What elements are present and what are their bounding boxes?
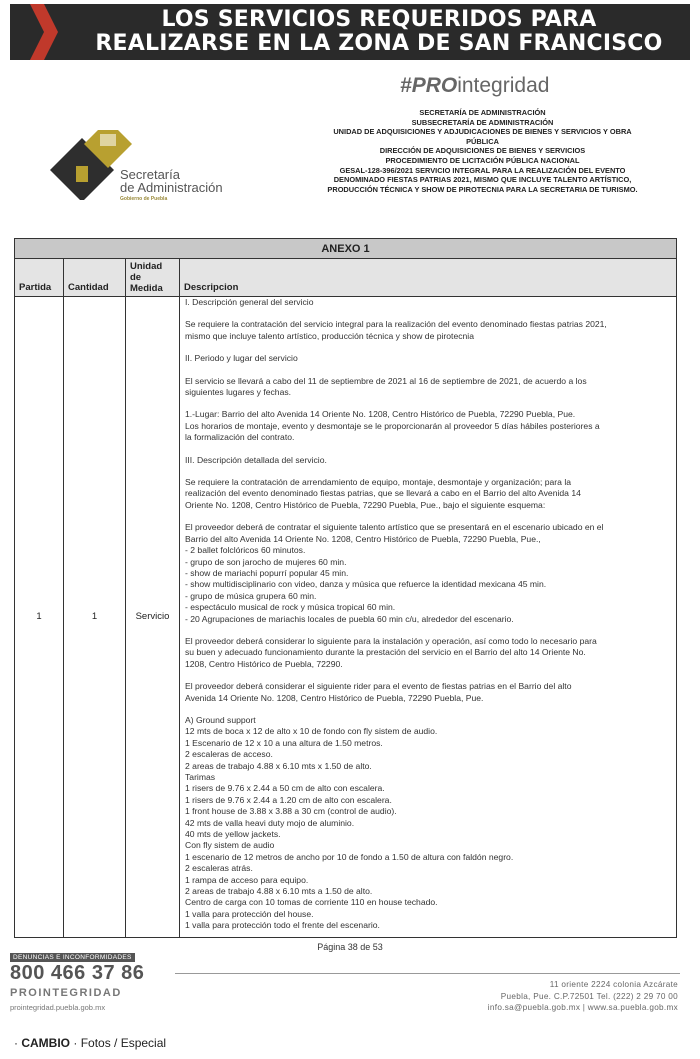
address-line-3: info.sa@puebla.gob.mx | www.sa.puebla.gob.mx [487,1003,678,1012]
description-line: Se requiere la contratación del servicio integral para la realización del evento denominado fiestas patrias 2021, [185,319,607,330]
cell-cantidad: 1 [91,611,98,622]
org-line: SECRETARÍA DE ADMINISTRACIÓN [419,108,546,117]
description-line: - grupo de son jarocho de mujeres 60 min. [185,556,347,567]
footer-divider [175,973,680,974]
prointegridad-hashtag [400,74,549,98]
description-line: Los horarios de montaje, evento y desmontaje se le proporcionarán al proveedor 5 días hábiles posteriores a [185,420,600,431]
photo-credit [14,1036,166,1050]
description-line: A) Ground support [185,714,256,725]
chevron-icon [26,4,60,60]
description-line: 42 mts de valla heavi duty mojo de aluminio. [185,817,355,828]
description-line: El proveedor deberá de contratar el siguiente talento artístico que se presentará en el escenario ubicado en el [185,522,604,533]
credit-dot: · [14,1036,18,1050]
description-line: Con fly sistem de audio [185,840,275,851]
prointegridad-label: PROINTEGRIDAD [10,987,122,999]
description-gap [185,365,673,376]
description-gap [185,308,673,319]
description-line: Barrio del alto Avenida 14 Oriente No. 1208, Centro Histórico de Puebla, 72290 Puebla, Pue., [185,533,541,544]
description-line: 1.-Lugar: Barrio del alto Avenida 14 Oriente No. 1208, Centro Histórico de Puebla, 72290 Puebla, Pue. [185,409,576,420]
description-gap [185,704,673,715]
description-gap [185,342,673,353]
page-number: Página 38 de 53 [317,942,383,952]
description-line: realización del evento denominado fiestas patrias, que se llevará a cabo en el Barrio del alto Avenida 14 [185,488,581,499]
headline-line-2: REALIZARSE EN LA ZONA DE SAN FRANCISCO [95,31,663,56]
column-header-partida: Partida [15,259,64,297]
description-line: Se requiere la contratación de arrendamiento de equipo, montaje, desmontaje y organización; para la [185,477,572,488]
description-line: Oriente No. 1208, Centro Histórico de Puebla, 72290 Puebla, Pue., bajo el siguiente esquema: [185,499,546,510]
description-line: mismo que incluye talento artístico, producción técnica y show de pirotecnia [185,330,474,341]
description-line: El proveedor deberá considerar lo siguiente para la instalación y operación, así como todo lo necesario para [185,635,597,646]
service-description [185,297,673,932]
org-line: GESAL-128-396/2021 SERVICIO INTEGRAL PARA LA REALIZACIÓN DEL EVENTO [339,165,626,175]
description-line: 1208, Centro Histórico de Puebla, 72290. [185,658,343,669]
description-line: Tarimas [185,772,216,782]
description-line: - show multidisciplinario con video, danza y música que refuerce la identidad mexicana 45 min. [185,579,547,590]
address-line-2: Puebla, Pue. C.P.72501 Tel. (222) 2 29 70 00 [500,992,678,1001]
description-line: 1 risers de 9.76 x 2.44 a 1.20 cm de alto con escalera. [185,794,392,805]
credit-outlet: CAMBIO [21,1036,71,1050]
headline-banner [10,4,690,60]
description-line: Avenida 14 Oriente No. 1208, Centro Histórico de Puebla, 72290 Puebla, Pue. [185,692,484,703]
annex-table [14,238,677,938]
description-line: su buen y adecuado funcionamiento durante la prestación del servicio en el Barrio del alto 14 Oriente No. [185,647,586,658]
org-line: SUBSECRETARÍA DE ADMINISTRACIÓN [411,117,554,127]
column-header-unidad [126,259,180,297]
credit-rest: · Fotos / Especial [73,1036,167,1050]
unidad-line-3: Medida [130,283,163,294]
org-line: DENOMINADO FIESTAS PATRIAS 2021, MISMO QUE INCLUYE TALENTO ARTÍSTICO, [333,175,632,185]
description-line: 40 mts de yellow jackets. [185,829,281,840]
description-line: 1 valla para protección todo el frente del escenario. [185,920,380,931]
description-line: la formalización del contrato. [185,432,295,443]
hashtag-pro: PRO [411,74,458,97]
description-line: El servicio se llevará a cabo del 11 de septiembre de 2021 al 16 de septiembre de 2021, de acuerdo a los [185,375,587,386]
description-gap [185,466,673,477]
description-line: - grupo de música grupera 60 min. [185,590,317,601]
description-line: - 20 Agrupaciones de mariachis locales de puebla 60 min c/u, alrededor del escenario. [185,613,514,624]
description-line: - show de mariachi popurrí popular 45 min. [185,567,349,578]
description-gap [185,670,673,681]
description-line: III. Descripción detallada del servicio. [185,454,327,465]
column-header-descripcion: Descripcion [180,259,676,297]
description-line: 1 valla para protección del house. [185,908,314,919]
logo-text-line-3: Gobierno de Puebla [120,196,168,202]
description-line: El proveedor deberá considerar el siguiente rider para el evento de fiestas patrias en el Barrio del alto [185,681,572,692]
hashtag-mark: # [400,74,412,97]
unidad-line-2: de [130,272,142,283]
org-line: PÚBLICA [466,136,499,146]
description-line: 2 areas de trabajo 4.88 x 6.10 mts a 1.50 de alto. [185,886,373,897]
unidad-line-1: Unidad [130,261,163,272]
column-header-cantidad: Cantidad [64,259,126,297]
description-gap [185,444,673,455]
headline-title [70,8,688,56]
description-line: - espectáculo musical de rock y música tropical 60 min. [185,602,396,613]
description-gap [185,398,673,409]
description-line: siguientes lugares y fechas. [185,387,292,398]
description-line: 2 areas de trabajo 4.88 x 6.10 mts x 1.50 de alto. [185,760,372,771]
logo-text-line-2: de Administración [120,180,223,195]
prointegridad-website: prointegridad.puebla.gob.mx [10,1003,106,1012]
address-line-1: 11 oriente 2224 colonia Azcárate [549,980,678,989]
description-gap [185,625,673,636]
headline-line-1: LOS SERVICIOS REQUERIDOS PARA [161,7,597,32]
description-line: 1 rampa de acceso para equipo. [185,874,309,885]
description-line: 2 escaleras atrás. [185,863,253,874]
description-line: 2 escaleras de acceso. [185,749,273,760]
logo-text-line-1: Secretaría [120,167,180,182]
issuing-organization-block [290,108,675,194]
description-line: 1 risers de 9.76 x 2.44 a 50 cm de alto con escalera. [185,783,385,794]
description-line: II. Periodo y lugar del servicio [185,353,298,364]
column-divider [179,297,180,937]
org-line: DIRECCIÓN DE ADQUISICIONES DE BIENES Y SERVICIOS [379,146,586,156]
cell-unidad: Servicio [135,611,170,622]
description-line: 1 escenario de 12 metros de ancho por 10 de fondo a 1.50 de altura con faldón negro. [185,851,514,862]
description-line: 1 Escenario de 12 x 10 a una altura de 1.50 metros. [185,737,383,748]
description-line: 12 mts de boca x 12 de alto x 10 de fondo con fly sistem de audio. [185,726,438,737]
description-line: - 2 ballet folclóricos 60 minutos. [185,545,306,556]
org-line: PROCEDIMIENTO DE LICITACIÓN PÚBLICA NACIONAL [385,155,580,165]
complaints-phone: 800 466 37 86 [10,962,145,984]
denuncias-label: DENUNCIAS E INCONFORMIDADES [10,953,135,962]
description-line: Centro de carga con 10 tomas de corriente 110 en house techado. [185,897,438,908]
description-gap [185,511,673,522]
org-line: PRODUCCIÓN TÉCNICA Y SHOW DE PIROTECNIA PARA LA SECRETARIA DE TURISMO. [327,184,638,194]
description-line: 1 front house de 3.88 x 3.88 a 30 cm (control de audio). [185,806,397,817]
org-line: UNIDAD DE ADQUISICIONES Y ADJUDICACIONES DE BIENES Y SERVICIOS Y OBRA [333,127,632,137]
cell-partida: 1 [36,611,42,622]
annex-title: ANEXO 1 [15,239,676,259]
description-line: I. Descripción general del servicio [185,297,314,307]
hashtag-integridad: integridad [457,74,550,97]
